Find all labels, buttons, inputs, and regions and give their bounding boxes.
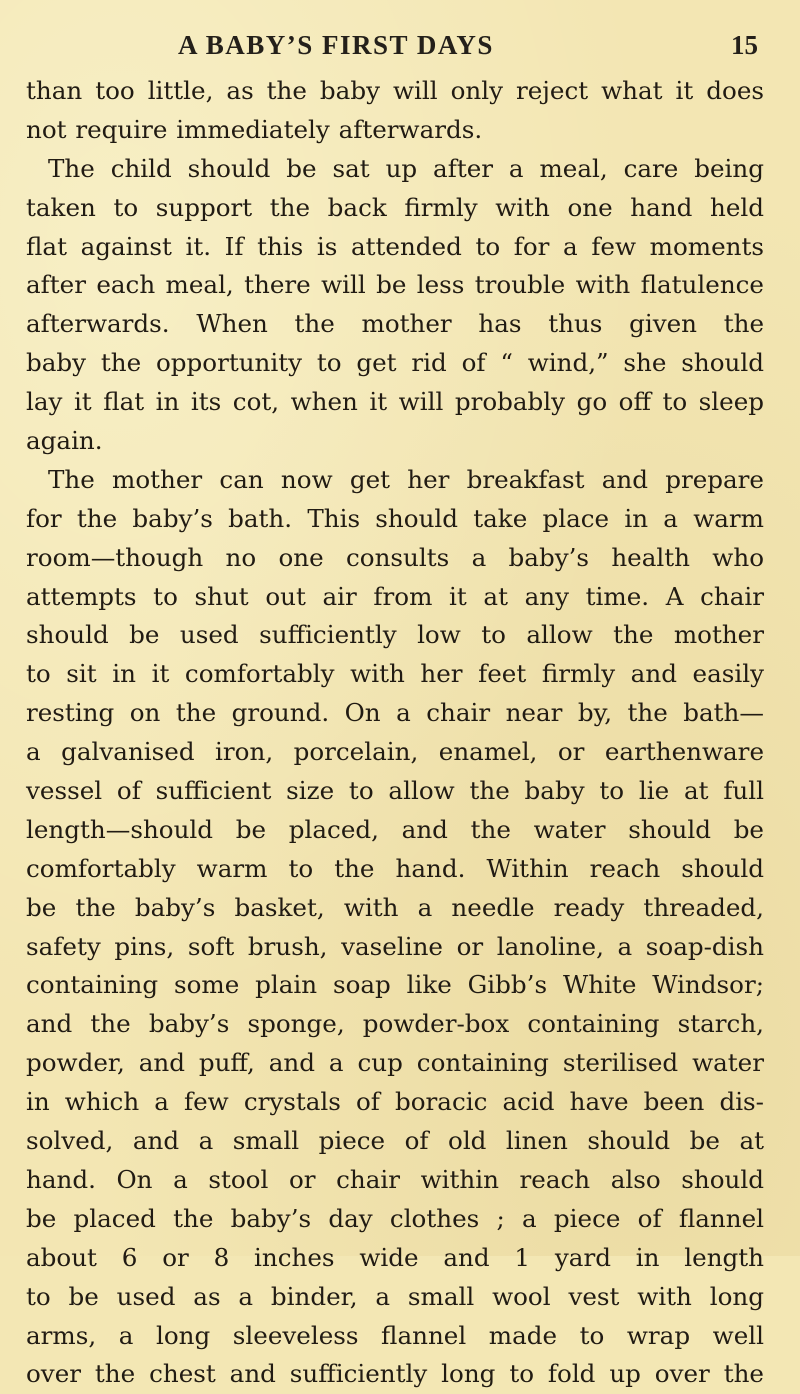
running-head: A BABY’S FIRST DAYS [178, 30, 494, 60]
text-line: baby the opportunity to get rid of “ wind,” she should [26, 348, 764, 378]
text-line: in which a few crystals of boracic acid have been dis- [26, 1087, 764, 1117]
page-number: 15 [731, 30, 758, 60]
text-line: not require immediately afterwards. [26, 114, 483, 144]
text-line: be placed the baby’s day clothes ; a piece of flannel [26, 1203, 764, 1233]
text-line: again. [26, 426, 103, 456]
text-line: flat against it. If this is attended to for a few moments [26, 231, 764, 261]
text-line: arms, a long sleeveless flannel made to wrap well [26, 1320, 764, 1350]
text-line: resting on the ground. On a chair near by, the bath— [26, 698, 764, 728]
text-line: to be used as a binder, a small wool vest with long [26, 1281, 764, 1311]
text-line: hand. On a stool or chair within reach also should [26, 1164, 764, 1194]
text-line: should be used sufficiently low to allow the mother [26, 620, 764, 650]
text-line: be the baby’s basket, with a needle ready threaded, [26, 892, 764, 922]
text-line: lay it flat in its cot, when it will probably go off to sleep [26, 387, 764, 417]
text-line: and the baby’s sponge, powder-box containing starch, [26, 1009, 764, 1039]
text-line: after each meal, there will be less trouble with flatulence [26, 270, 764, 300]
text-line: than too little, as the baby will only reject what it does [26, 76, 764, 105]
text-line: vessel of sufficient size to allow the baby to lie at full [26, 776, 764, 806]
text-line: The mother can now get her breakfast and prepare [48, 464, 764, 494]
text-line: solved, and a small piece of old linen should be at [26, 1126, 764, 1156]
text-line: about 6 or 8 inches wide and 1 yard in length [26, 1242, 764, 1272]
text-line: afterwards. When the mother has thus given the [26, 309, 764, 339]
body-text [26, 72, 764, 1394]
text-line: a galvanised iron, porcelain, enamel, or earthenware [26, 737, 764, 767]
text-line: length—should be placed, and the water should be [26, 814, 764, 844]
text-line: attempts to shut out air from it at any time. A chair [26, 581, 764, 611]
text-line: over the chest and sufficiently long to fold up over the [26, 1359, 764, 1389]
text-line: taken to support the back firmly with one hand held [26, 192, 764, 222]
text-line: containing some plain soap like Gibb’s White Windsor; [26, 970, 764, 1000]
text-line: room—though no one consults a baby’s health who [26, 542, 764, 572]
text-line: to sit in it comfortably with her feet firmly and easily [26, 659, 764, 689]
text-line: powder, and puff, and a cup containing sterilised water [26, 1048, 764, 1078]
text-line: safety pins, soft brush, vaseline or lanoline, a soap-dish [26, 931, 764, 961]
text-line: for the baby’s bath. This should take place in a warm [26, 503, 764, 533]
text-line: The child should be sat up after a meal, care being [48, 153, 764, 183]
text-line: comfortably warm to the hand. Within reach should [26, 853, 764, 883]
